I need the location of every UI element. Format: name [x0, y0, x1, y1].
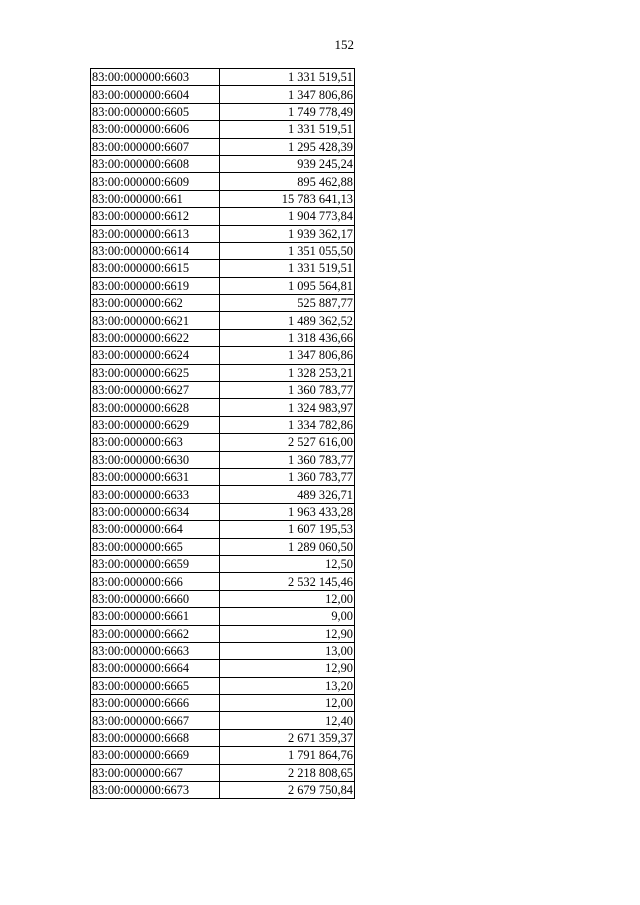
table-row — [91, 260, 355, 277]
table-row — [91, 138, 355, 155]
value-cell: 525 887,77 — [220, 295, 355, 312]
cadastral-number-cell: 83:00:000000:6673 — [91, 782, 220, 799]
cadastral-number-cell: 83:00:000000:6665 — [91, 677, 220, 694]
cadastral-number-cell: 83:00:000000:6609 — [91, 173, 220, 190]
cadastral-number-cell: 83:00:000000:6664 — [91, 660, 220, 677]
value-cell: 12,40 — [220, 712, 355, 729]
cadastral-number-cell: 83:00:000000:6633 — [91, 486, 220, 503]
table-row — [91, 69, 355, 86]
cadastral-number-cell: 83:00:000000:6605 — [91, 103, 220, 120]
cadastral-number-cell: 83:00:000000:665 — [91, 538, 220, 555]
table-row — [91, 329, 355, 346]
table-row — [91, 295, 355, 312]
table-row — [91, 364, 355, 381]
table-row — [91, 486, 355, 503]
table-row — [91, 642, 355, 659]
cadastral-number-cell: 83:00:000000:6613 — [91, 225, 220, 242]
value-cell: 2 532 145,46 — [220, 573, 355, 590]
cadastral-number-cell: 83:00:000000:6627 — [91, 382, 220, 399]
value-cell: 1 939 362,17 — [220, 225, 355, 242]
cadastral-number-cell: 83:00:000000:662 — [91, 295, 220, 312]
table-row — [91, 242, 355, 259]
cadastral-number-cell: 83:00:000000:661 — [91, 190, 220, 207]
table-row — [91, 521, 355, 538]
cadastral-number-cell: 83:00:000000:6608 — [91, 155, 220, 172]
table-row — [91, 573, 355, 590]
cadastral-number-cell: 83:00:000000:6619 — [91, 277, 220, 294]
value-cell: 1 351 055,50 — [220, 242, 355, 259]
cadastral-value-table — [90, 68, 355, 799]
table-row — [91, 503, 355, 520]
table-row — [91, 608, 355, 625]
table-row — [91, 677, 355, 694]
table-row — [91, 468, 355, 485]
table-row — [91, 764, 355, 781]
value-cell: 1 331 519,51 — [220, 121, 355, 138]
page-number: 152 — [334, 37, 354, 52]
cadastral-number-cell: 83:00:000000:666 — [91, 573, 220, 590]
value-cell: 2 679 750,84 — [220, 782, 355, 799]
cadastral-number-cell: 83:00:000000:6603 — [91, 69, 220, 86]
cadastral-number-cell: 83:00:000000:6621 — [91, 312, 220, 329]
table-row — [91, 555, 355, 572]
table-row — [91, 382, 355, 399]
value-cell: 489 326,71 — [220, 486, 355, 503]
table-row — [91, 208, 355, 225]
cadastral-number-cell: 83:00:000000:6622 — [91, 329, 220, 346]
value-cell: 1 489 362,52 — [220, 312, 355, 329]
value-cell: 939 245,24 — [220, 155, 355, 172]
value-cell: 2 218 808,65 — [220, 764, 355, 781]
table-row — [91, 434, 355, 451]
value-cell: 1 295 428,39 — [220, 138, 355, 155]
cadastral-number-cell: 83:00:000000:6634 — [91, 503, 220, 520]
value-cell: 12,90 — [220, 625, 355, 642]
table-row — [91, 86, 355, 103]
cadastral-number-cell: 83:00:000000:6663 — [91, 642, 220, 659]
table-row — [91, 173, 355, 190]
table-row — [91, 190, 355, 207]
cadastral-number-cell: 83:00:000000:6666 — [91, 695, 220, 712]
cadastral-number-cell: 83:00:000000:6628 — [91, 399, 220, 416]
cadastral-number-cell: 83:00:000000:6624 — [91, 347, 220, 364]
cadastral-number-cell: 83:00:000000:6659 — [91, 555, 220, 572]
table-row — [91, 695, 355, 712]
value-cell: 1 963 433,28 — [220, 503, 355, 520]
cadastral-number-cell: 83:00:000000:6631 — [91, 468, 220, 485]
table-row — [91, 277, 355, 294]
cadastral-number-cell: 83:00:000000:6604 — [91, 86, 220, 103]
table-row — [91, 347, 355, 364]
value-cell: 1 331 519,51 — [220, 69, 355, 86]
value-cell: 1 360 783,77 — [220, 468, 355, 485]
value-cell: 1 347 806,86 — [220, 86, 355, 103]
cadastral-number-cell: 83:00:000000:663 — [91, 434, 220, 451]
cadastral-number-cell: 83:00:000000:6606 — [91, 121, 220, 138]
table-row — [91, 590, 355, 607]
cadastral-number-cell: 83:00:000000:6615 — [91, 260, 220, 277]
cadastral-number-cell: 83:00:000000:6660 — [91, 590, 220, 607]
value-cell: 1 328 253,21 — [220, 364, 355, 381]
cadastral-number-cell: 83:00:000000:667 — [91, 764, 220, 781]
value-cell: 1 360 783,77 — [220, 382, 355, 399]
table-row — [91, 155, 355, 172]
value-cell: 1 334 782,86 — [220, 416, 355, 433]
table-row — [91, 225, 355, 242]
value-cell: 13,00 — [220, 642, 355, 659]
value-cell: 13,20 — [220, 677, 355, 694]
value-cell: 1 360 783,77 — [220, 451, 355, 468]
cadastral-number-cell: 83:00:000000:6629 — [91, 416, 220, 433]
cadastral-number-cell: 83:00:000000:6669 — [91, 747, 220, 764]
value-cell: 12,50 — [220, 555, 355, 572]
table-row — [91, 121, 355, 138]
value-cell: 12,90 — [220, 660, 355, 677]
cadastral-number-cell: 83:00:000000:6625 — [91, 364, 220, 381]
cadastral-number-cell: 83:00:000000:6612 — [91, 208, 220, 225]
table-row — [91, 416, 355, 433]
value-cell: 1 749 778,49 — [220, 103, 355, 120]
value-cell: 1 289 060,50 — [220, 538, 355, 555]
value-cell: 9,00 — [220, 608, 355, 625]
table-row — [91, 312, 355, 329]
value-cell: 2 671 359,37 — [220, 729, 355, 746]
value-cell: 895 462,88 — [220, 173, 355, 190]
cadastral-number-cell: 83:00:000000:6667 — [91, 712, 220, 729]
value-cell: 15 783 641,13 — [220, 190, 355, 207]
cadastral-number-cell: 83:00:000000:6662 — [91, 625, 220, 642]
value-cell: 1 791 864,76 — [220, 747, 355, 764]
table-row — [91, 729, 355, 746]
table-row — [91, 782, 355, 799]
value-cell: 2 527 616,00 — [220, 434, 355, 451]
value-cell: 1 095 564,81 — [220, 277, 355, 294]
value-cell: 1 607 195,53 — [220, 521, 355, 538]
cadastral-number-cell: 83:00:000000:6607 — [91, 138, 220, 155]
value-cell: 1 347 806,86 — [220, 347, 355, 364]
table-row — [91, 660, 355, 677]
table-row — [91, 451, 355, 468]
table-row — [91, 747, 355, 764]
table-row — [91, 712, 355, 729]
value-cell: 1 331 519,51 — [220, 260, 355, 277]
cadastral-number-cell: 83:00:000000:664 — [91, 521, 220, 538]
cadastral-number-cell: 83:00:000000:6630 — [91, 451, 220, 468]
value-cell: 12,00 — [220, 695, 355, 712]
value-cell: 12,00 — [220, 590, 355, 607]
value-cell: 1 318 436,66 — [220, 329, 355, 346]
value-cell: 1 324 983,97 — [220, 399, 355, 416]
value-cell: 1 904 773,84 — [220, 208, 355, 225]
cadastral-number-cell: 83:00:000000:6668 — [91, 729, 220, 746]
cadastral-number-cell: 83:00:000000:6614 — [91, 242, 220, 259]
table-body — [91, 69, 355, 799]
table-row — [91, 538, 355, 555]
table-row — [91, 103, 355, 120]
table-row — [91, 625, 355, 642]
table-row — [91, 399, 355, 416]
cadastral-number-cell: 83:00:000000:6661 — [91, 608, 220, 625]
